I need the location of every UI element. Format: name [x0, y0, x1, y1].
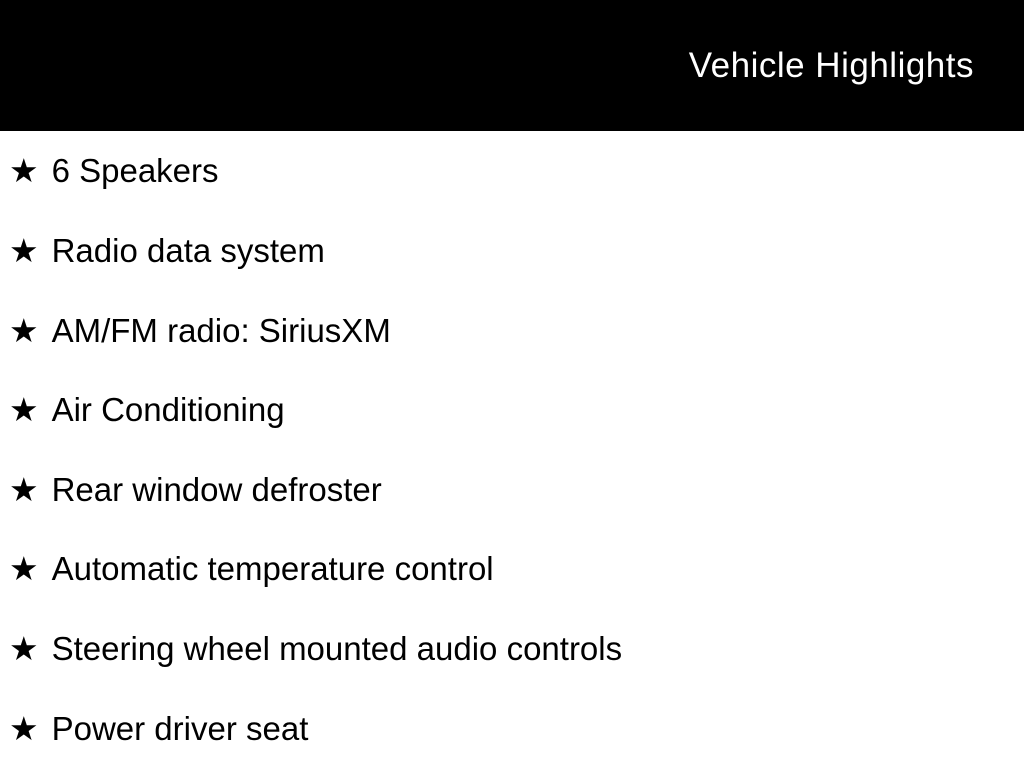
- list-item-label: Radio data system: [51, 231, 325, 269]
- list-item: [0, 290, 1024, 370]
- list-item: [0, 450, 1024, 530]
- list-item: [0, 688, 1024, 768]
- list-item: [0, 131, 1024, 211]
- list-item-label: AM/FM radio: SiriusXM: [51, 311, 391, 349]
- list-item-label: Power driver seat: [51, 709, 309, 747]
- highlights-list: [0, 131, 1024, 768]
- page-title: Vehicle Highlights: [688, 45, 974, 85]
- star-icon: ★: [9, 708, 39, 748]
- list-item-label: Steering wheel mounted audio controls: [51, 630, 623, 668]
- list-item: [0, 370, 1024, 450]
- star-icon: ★: [9, 230, 39, 270]
- star-icon: ★: [9, 549, 39, 589]
- header-bar: [0, 0, 1024, 131]
- star-icon: ★: [9, 469, 39, 509]
- list-item-label: 6 Speakers: [51, 152, 219, 190]
- list-item-label: Rear window defroster: [51, 470, 382, 508]
- list-item: [0, 609, 1024, 689]
- list-item: [0, 211, 1024, 291]
- star-icon: ★: [9, 151, 39, 191]
- star-icon: ★: [9, 390, 39, 430]
- star-icon: ★: [9, 310, 39, 350]
- star-icon: ★: [9, 629, 39, 669]
- list-item: [0, 529, 1024, 609]
- list-item-label: Air Conditioning: [51, 391, 285, 429]
- list-item-label: Automatic temperature control: [51, 550, 494, 588]
